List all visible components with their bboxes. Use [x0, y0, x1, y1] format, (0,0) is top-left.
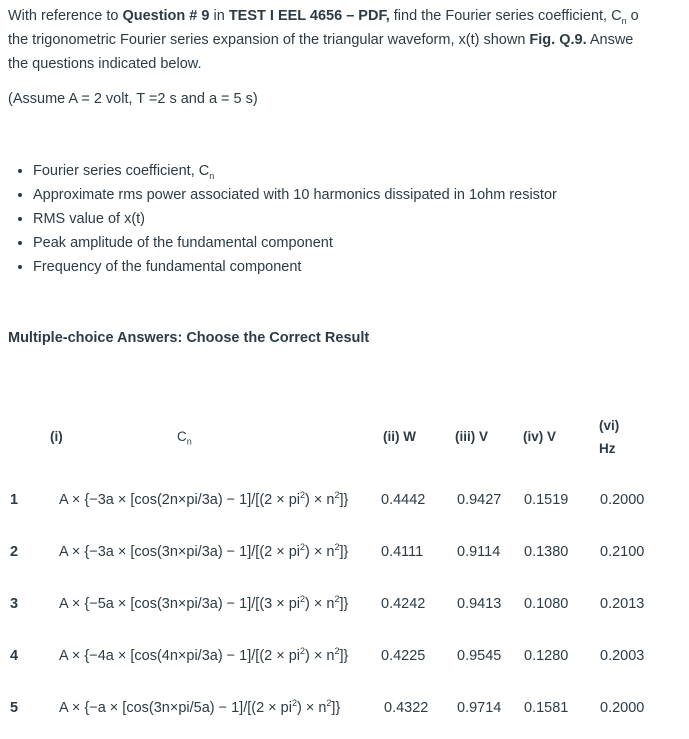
header-cn — [177, 429, 192, 447]
test-ref: TEST I EEL 4656 – PDF, — [228, 8, 390, 24]
formula-part: A × {−5a × [cos(3n×pi/3a) − 1]/[(3 × pi — [59, 596, 301, 612]
formula-part: ]} — [339, 648, 349, 664]
superscript-2: 2 — [334, 646, 340, 657]
peak-value: 0.1080 — [524, 596, 569, 612]
question-text-part: With reference to — [8, 8, 123, 24]
peak-value: 0.1380 — [524, 544, 569, 560]
formula-part: ) × n — [296, 700, 327, 716]
list-item: • Approximate rms power associated with 10 harmonics dissipated in 1ohm resistor — [33, 183, 557, 207]
question-text-part: o — [626, 8, 639, 24]
frequency-value: 0.2000 — [600, 492, 645, 508]
header-iii: (iii) V — [455, 429, 488, 444]
formula-part: A × {−a × [cos(3n×pi/5a) − 1]/[(2 × pi — [59, 700, 292, 716]
row-number: 4 — [10, 648, 19, 664]
header-i: (i) — [50, 429, 63, 444]
power-value: 0.4242 — [381, 596, 426, 612]
question-line-3: the questions indicated below. — [8, 56, 202, 72]
figure-ref: Fig. Q.9. — [529, 32, 587, 48]
formula-part: ]} — [339, 544, 349, 560]
list-item: • Frequency of the fundamental component — [33, 255, 557, 279]
peak-value: 0.1280 — [524, 648, 569, 664]
rms-value: 0.9427 — [457, 492, 502, 508]
cn-formula — [59, 646, 348, 666]
superscript-2: 2 — [300, 490, 306, 501]
power-value: 0.4111 — [381, 544, 424, 560]
header-vi: (vi) — [599, 418, 620, 433]
cn-formula — [59, 594, 348, 614]
question-text-part: in — [209, 8, 229, 24]
question-list — [14, 159, 557, 279]
rms-value: 0.9545 — [457, 648, 502, 664]
question-text-part: find the Fourier series coefficient, C — [389, 8, 622, 24]
power-value: 0.4322 — [384, 700, 429, 716]
header-cn-label: C — [177, 429, 187, 444]
subscript-n: n — [621, 15, 627, 26]
superscript-2: 2 — [334, 542, 340, 553]
formula-part: ) × n — [305, 544, 335, 560]
frequency-value: 0.2013 — [600, 596, 645, 612]
formula-part: ) × n — [305, 596, 335, 612]
list-item — [33, 159, 557, 183]
row-number: 5 — [10, 700, 19, 716]
frequency-value: 0.2000 — [600, 700, 645, 716]
cn-formula — [59, 542, 348, 562]
header-iv: (iv) V — [523, 429, 557, 444]
assumptions-text: (Assume A = 2 volt, T =2 s and a = 5 s) — [8, 91, 258, 107]
power-value: 0.4442 — [381, 492, 426, 508]
superscript-2: 2 — [291, 698, 297, 709]
question-text — [8, 4, 689, 76]
list-item: • RMS value of x(t) — [33, 207, 557, 231]
formula-part: ]} — [339, 492, 349, 508]
power-value: 0.4225 — [381, 648, 426, 664]
question-text-part: the trigonometric Fourier series expansion of the triangular waveform, x(t) shown — [8, 32, 530, 48]
superscript-2: 2 — [300, 646, 306, 657]
frequency-value: 0.2003 — [600, 648, 645, 664]
cn-formula — [59, 490, 348, 510]
list-item: • Peak amplitude of the fundamental component — [33, 231, 557, 255]
rms-value: 0.9114 — [457, 544, 501, 560]
peak-value: 0.1581 — [524, 700, 569, 716]
superscript-2: 2 — [334, 594, 340, 605]
multiple-choice-heading: Multiple-choice Answers: Choose the Correct Result — [8, 330, 370, 346]
row-number: 3 — [10, 596, 19, 612]
formula-part: ]} — [339, 596, 349, 612]
question-ref: Question # 9 — [122, 8, 210, 24]
question-line-2 — [8, 28, 689, 52]
subscript-n: n — [209, 170, 215, 181]
formula-part: A × {−4a × [cos(4n×pi/3a) − 1]/[(2 × pi — [59, 648, 301, 664]
rms-value: 0.9413 — [457, 596, 502, 612]
formula-part: A × {−3a × [cos(2n×pi/3a) − 1]/[(2 × pi — [59, 492, 301, 508]
peak-value: 0.1519 — [524, 492, 569, 508]
question-text-part: Answe — [586, 32, 634, 48]
superscript-2: 2 — [300, 542, 306, 553]
subscript-n: n — [186, 436, 192, 447]
row-number: 2 — [10, 544, 19, 560]
header-hz: Hz — [599, 441, 616, 456]
formula-part: ]} — [331, 700, 341, 716]
formula-part: ) × n — [305, 648, 335, 664]
rms-value: 0.9714 — [457, 700, 502, 716]
list-item-text: Fourier series coefficient, C — [33, 163, 210, 179]
header-ii: (ii) W — [383, 429, 416, 444]
cn-formula — [59, 698, 340, 718]
frequency-value: 0.2100 — [600, 544, 645, 560]
question-line-1 — [8, 4, 689, 28]
formula-part: A × {−3a × [cos(3n×pi/3a) − 1]/[(2 × pi — [59, 544, 301, 560]
row-number: 1 — [10, 492, 19, 508]
superscript-2: 2 — [334, 490, 340, 501]
formula-part: ) × n — [305, 492, 335, 508]
superscript-2: 2 — [300, 594, 306, 605]
superscript-2: 2 — [326, 698, 332, 709]
